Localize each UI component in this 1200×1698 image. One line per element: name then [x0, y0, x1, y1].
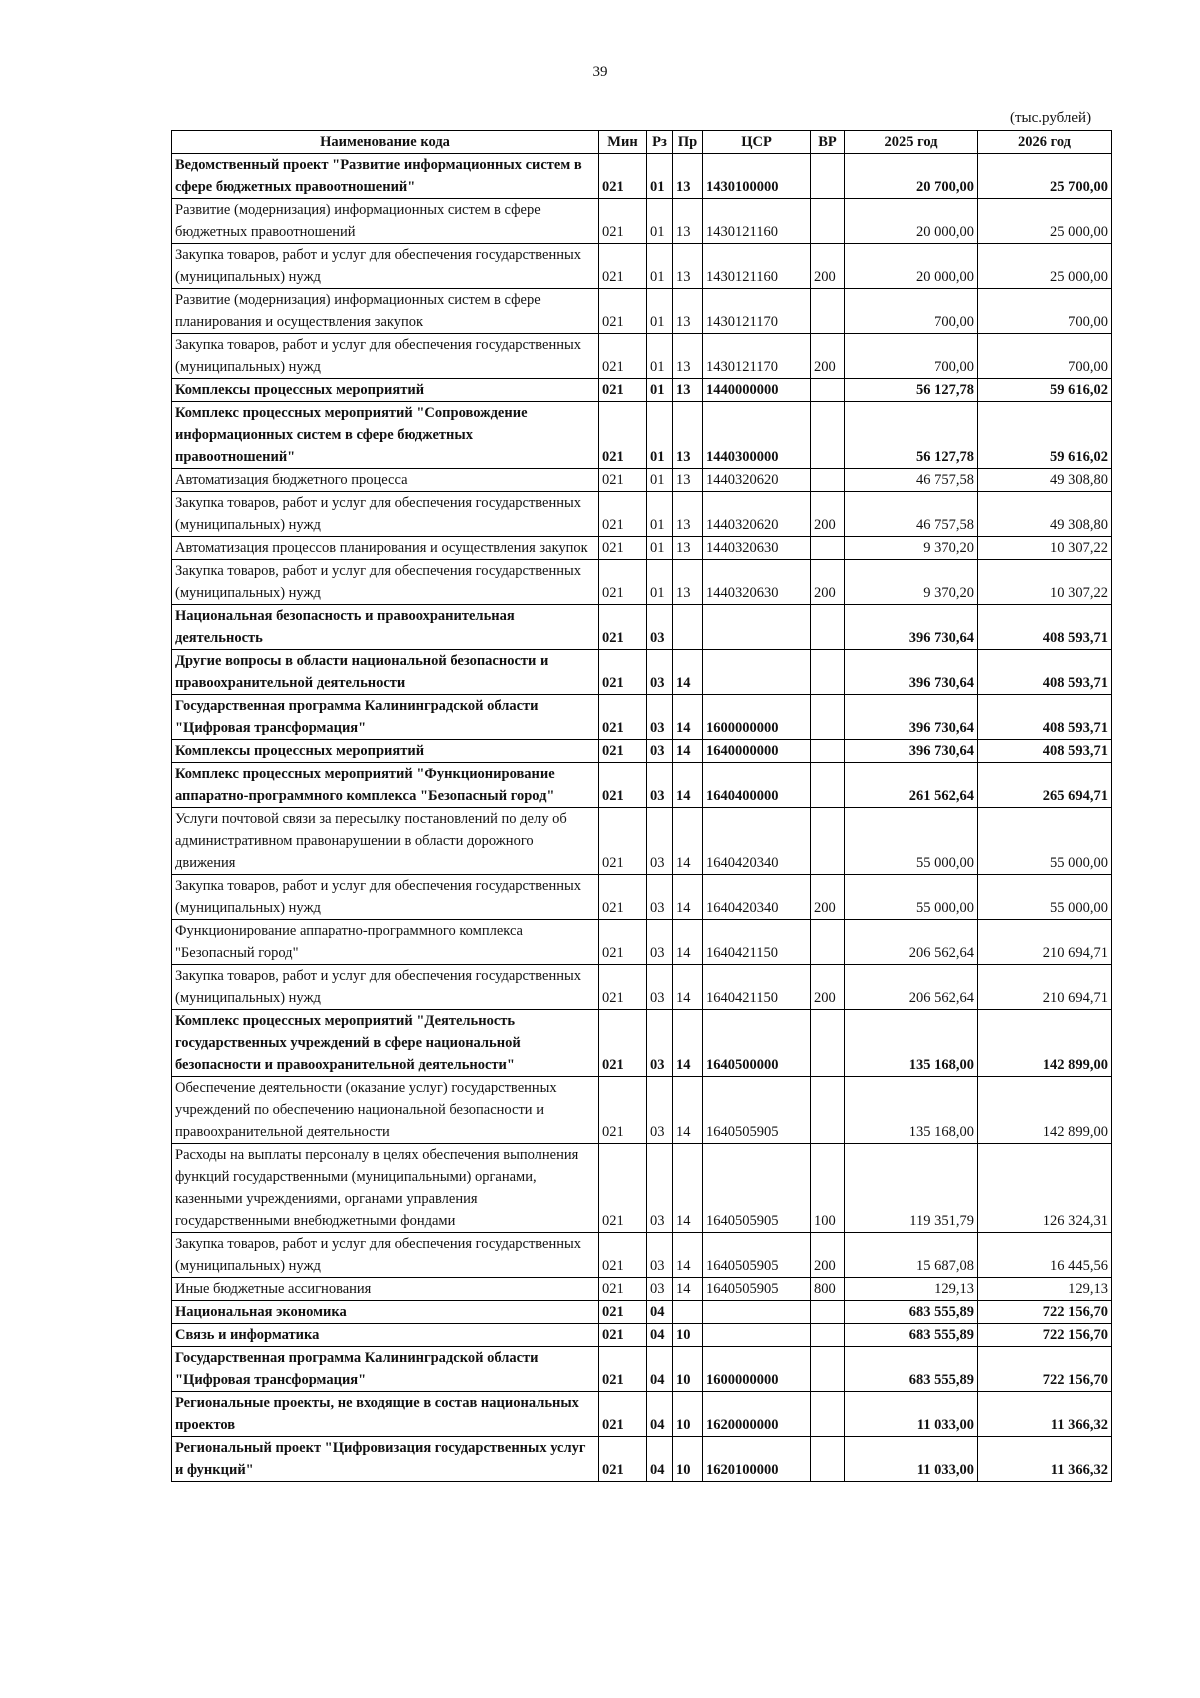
- cell-rz: 01: [647, 154, 673, 199]
- cell-csr: 1600000000: [703, 695, 811, 740]
- cell-csr: 1640505905: [703, 1278, 811, 1301]
- cell-pr: 13: [673, 334, 703, 379]
- cell-name: Ведомственный проект "Развитие информационных систем в сфере бюджетных правоотношений": [172, 154, 599, 199]
- cell-name: Комплекс процессных мероприятий "Сопровождение информационных систем в сфере бюджетных правоотношений": [172, 402, 599, 469]
- cell-2025: 396 730,64: [845, 740, 978, 763]
- header-min: Мин: [599, 131, 647, 154]
- units-label: (тыс.рублей): [1010, 110, 1092, 126]
- cell-2026: 25 700,00: [978, 154, 1112, 199]
- cell-vr: [811, 402, 845, 469]
- cell-rz: 04: [647, 1437, 673, 1482]
- cell-pr: 13: [673, 537, 703, 560]
- cell-csr: 1640500000: [703, 1010, 811, 1077]
- table-row: [172, 537, 1112, 560]
- cell-min: 021: [599, 763, 647, 808]
- table-row: [172, 740, 1112, 763]
- cell-pr: 13: [673, 492, 703, 537]
- cell-rz: 03: [647, 1144, 673, 1233]
- cell-name: Национальная безопасность и правоохранительная деятельность: [172, 605, 599, 650]
- cell-csr: 1640421150: [703, 965, 811, 1010]
- cell-pr: 14: [673, 1077, 703, 1144]
- header-name: Наименование кода: [172, 131, 599, 154]
- cell-min: 021: [599, 875, 647, 920]
- cell-2025: 135 168,00: [845, 1077, 978, 1144]
- table-row: [172, 808, 1112, 875]
- cell-vr: 200: [811, 560, 845, 605]
- cell-2026: 49 308,80: [978, 469, 1112, 492]
- cell-pr: 14: [673, 965, 703, 1010]
- cell-pr: 13: [673, 379, 703, 402]
- cell-name: Закупка товаров, работ и услуг для обеспечения государственных (муниципальных) нужд: [172, 492, 599, 537]
- cell-2026: 210 694,71: [978, 920, 1112, 965]
- cell-pr: 14: [673, 763, 703, 808]
- cell-min: 021: [599, 1077, 647, 1144]
- table-row: [172, 469, 1112, 492]
- cell-csr: 1600000000: [703, 1347, 811, 1392]
- cell-2025: 135 168,00: [845, 1010, 978, 1077]
- cell-pr: 13: [673, 560, 703, 605]
- cell-pr: 10: [673, 1392, 703, 1437]
- cell-name: Автоматизация бюджетного процесса: [172, 469, 599, 492]
- cell-name: Закупка товаров, работ и услуг для обеспечения государственных (муниципальных) нужд: [172, 334, 599, 379]
- cell-pr: 13: [673, 244, 703, 289]
- cell-rz: 01: [647, 334, 673, 379]
- table-row: [172, 1437, 1112, 1482]
- cell-csr: 1430121170: [703, 289, 811, 334]
- cell-2026: 700,00: [978, 334, 1112, 379]
- cell-2026: 59 616,02: [978, 379, 1112, 402]
- cell-2025: 396 730,64: [845, 695, 978, 740]
- cell-2025: 9 370,20: [845, 560, 978, 605]
- cell-name: Региональный проект "Цифровизация государственных услуг и функций": [172, 1437, 599, 1482]
- cell-2025: 683 555,89: [845, 1324, 978, 1347]
- cell-rz: 01: [647, 199, 673, 244]
- cell-rz: 01: [647, 379, 673, 402]
- table-row: [172, 1278, 1112, 1301]
- table-row: [172, 492, 1112, 537]
- cell-pr: 14: [673, 1144, 703, 1233]
- cell-name: Закупка товаров, работ и услуг для обеспечения государственных (муниципальных) нужд: [172, 1233, 599, 1278]
- cell-rz: 01: [647, 244, 673, 289]
- cell-min: 021: [599, 334, 647, 379]
- cell-2026: 10 307,22: [978, 560, 1112, 605]
- cell-2025: 683 555,89: [845, 1301, 978, 1324]
- cell-csr: 1640505905: [703, 1233, 811, 1278]
- cell-2025: 46 757,58: [845, 469, 978, 492]
- table-row: [172, 1347, 1112, 1392]
- cell-min: 021: [599, 1144, 647, 1233]
- cell-vr: [811, 920, 845, 965]
- cell-2026: 722 156,70: [978, 1324, 1112, 1347]
- cell-2026: 55 000,00: [978, 808, 1112, 875]
- cell-2026: 408 593,71: [978, 695, 1112, 740]
- cell-2026: 49 308,80: [978, 492, 1112, 537]
- cell-rz: 03: [647, 763, 673, 808]
- table-row: [172, 875, 1112, 920]
- cell-name: Закупка товаров, работ и услуг для обеспечения государственных (муниципальных) нужд: [172, 875, 599, 920]
- cell-vr: [811, 1324, 845, 1347]
- cell-name: Комплексы процессных мероприятий: [172, 740, 599, 763]
- table-row: [172, 154, 1112, 199]
- cell-2026: 408 593,71: [978, 740, 1112, 763]
- cell-2026: 700,00: [978, 289, 1112, 334]
- cell-2025: 56 127,78: [845, 379, 978, 402]
- table-row: [172, 334, 1112, 379]
- cell-min: 021: [599, 1233, 647, 1278]
- cell-2026: 59 616,02: [978, 402, 1112, 469]
- cell-min: 021: [599, 1301, 647, 1324]
- cell-min: 021: [599, 740, 647, 763]
- cell-2025: 56 127,78: [845, 402, 978, 469]
- cell-2025: 55 000,00: [845, 808, 978, 875]
- cell-rz: 03: [647, 740, 673, 763]
- header-csr: ЦСР: [703, 131, 811, 154]
- cell-vr: 200: [811, 492, 845, 537]
- table-row: [172, 605, 1112, 650]
- cell-rz: 03: [647, 650, 673, 695]
- cell-name: Обеспечение деятельности (оказание услуг) государственных учреждений по обеспечению национальной безопасности и правоохранительной деятельности: [172, 1077, 599, 1144]
- table-row: [172, 695, 1112, 740]
- cell-2025: 55 000,00: [845, 875, 978, 920]
- cell-vr: 200: [811, 965, 845, 1010]
- cell-2026: 126 324,31: [978, 1144, 1112, 1233]
- cell-pr: 14: [673, 1278, 703, 1301]
- cell-2026: 408 593,71: [978, 650, 1112, 695]
- cell-2025: 119 351,79: [845, 1144, 978, 1233]
- cell-name: Региональные проекты, не входящие в состав национальных проектов: [172, 1392, 599, 1437]
- cell-rz: 03: [647, 1278, 673, 1301]
- cell-csr: 1640420340: [703, 808, 811, 875]
- cell-rz: 03: [647, 808, 673, 875]
- header-vr: ВР: [811, 131, 845, 154]
- table-row: [172, 650, 1112, 695]
- cell-min: 021: [599, 492, 647, 537]
- cell-vr: 200: [811, 875, 845, 920]
- cell-name: Иные бюджетные ассигнования: [172, 1278, 599, 1301]
- cell-csr: 1440300000: [703, 402, 811, 469]
- cell-vr: [811, 199, 845, 244]
- header-2025: 2025 год: [845, 131, 978, 154]
- cell-pr: 13: [673, 402, 703, 469]
- cell-pr: [673, 605, 703, 650]
- budget-table: [171, 130, 1112, 1482]
- cell-name: Государственная программа Калининградской области "Цифровая трансформация": [172, 1347, 599, 1392]
- cell-csr: 1640420340: [703, 875, 811, 920]
- cell-vr: 100: [811, 1144, 845, 1233]
- cell-pr: 14: [673, 875, 703, 920]
- cell-vr: [811, 469, 845, 492]
- table-row: [172, 199, 1112, 244]
- table-row: [172, 244, 1112, 289]
- cell-csr: 1440320620: [703, 469, 811, 492]
- cell-min: 021: [599, 695, 647, 740]
- cell-vr: [811, 763, 845, 808]
- cell-pr: 14: [673, 808, 703, 875]
- cell-name: Национальная экономика: [172, 1301, 599, 1324]
- cell-csr: 1430121170: [703, 334, 811, 379]
- table-row: [172, 1010, 1112, 1077]
- table-row: [172, 402, 1112, 469]
- cell-min: 021: [599, 1347, 647, 1392]
- cell-csr: 1440320620: [703, 492, 811, 537]
- cell-pr: 10: [673, 1437, 703, 1482]
- cell-vr: [811, 605, 845, 650]
- cell-csr: 1430121160: [703, 244, 811, 289]
- cell-vr: 200: [811, 334, 845, 379]
- cell-rz: 01: [647, 289, 673, 334]
- table-row: [172, 920, 1112, 965]
- cell-name: Государственная программа Калининградской области "Цифровая трансформация": [172, 695, 599, 740]
- cell-rz: 01: [647, 402, 673, 469]
- cell-2026: 11 366,32: [978, 1437, 1112, 1482]
- cell-rz: 01: [647, 492, 673, 537]
- cell-2025: 9 370,20: [845, 537, 978, 560]
- cell-2025: 20 000,00: [845, 199, 978, 244]
- cell-rz: 01: [647, 537, 673, 560]
- cell-rz: 03: [647, 1077, 673, 1144]
- cell-pr: 13: [673, 199, 703, 244]
- table-row: [172, 289, 1112, 334]
- cell-vr: 200: [811, 244, 845, 289]
- cell-name: Связь и информатика: [172, 1324, 599, 1347]
- cell-pr: 13: [673, 289, 703, 334]
- cell-csr: 1640400000: [703, 763, 811, 808]
- cell-pr: [673, 1301, 703, 1324]
- cell-2026: 265 694,71: [978, 763, 1112, 808]
- cell-min: 021: [599, 560, 647, 605]
- cell-name: Расходы на выплаты персоналу в целях обеспечения выполнения функций государственными (муниципальными) органами, казенными учреждениями, органами управления государственными внебюджетными фондами: [172, 1144, 599, 1233]
- cell-name: Закупка товаров, работ и услуг для обеспечения государственных (муниципальных) нужд: [172, 560, 599, 605]
- cell-name: Развитие (модернизация) информационных систем в сфере бюджетных правоотношений: [172, 199, 599, 244]
- cell-rz: 04: [647, 1324, 673, 1347]
- cell-vr: [811, 289, 845, 334]
- cell-rz: 03: [647, 695, 673, 740]
- cell-2025: 700,00: [845, 289, 978, 334]
- cell-2025: 11 033,00: [845, 1392, 978, 1437]
- cell-csr: 1620100000: [703, 1437, 811, 1482]
- cell-rz: 04: [647, 1301, 673, 1324]
- cell-2026: 408 593,71: [978, 605, 1112, 650]
- cell-2025: 396 730,64: [845, 605, 978, 650]
- cell-min: 021: [599, 379, 647, 402]
- cell-name: Закупка товаров, работ и услуг для обеспечения государственных (муниципальных) нужд: [172, 965, 599, 1010]
- cell-rz: 01: [647, 560, 673, 605]
- cell-min: 021: [599, 965, 647, 1010]
- cell-name: Закупка товаров, работ и услуг для обеспечения государственных (муниципальных) нужд: [172, 244, 599, 289]
- cell-rz: 01: [647, 469, 673, 492]
- cell-csr: 1440000000: [703, 379, 811, 402]
- cell-name: Автоматизация процессов планирования и осуществления закупок: [172, 537, 599, 560]
- cell-2026: 10 307,22: [978, 537, 1112, 560]
- cell-min: 021: [599, 199, 647, 244]
- cell-csr: 1620000000: [703, 1392, 811, 1437]
- cell-pr: 13: [673, 469, 703, 492]
- cell-min: 021: [599, 469, 647, 492]
- table-row: [172, 1324, 1112, 1347]
- cell-name: Услуги почтовой связи за пересылку постановлений по делу об административном правонарушении в области дорожного движения: [172, 808, 599, 875]
- cell-vr: [811, 1077, 845, 1144]
- cell-2026: 722 156,70: [978, 1347, 1112, 1392]
- cell-vr: [811, 154, 845, 199]
- table-body: [172, 154, 1112, 1482]
- table-row: [172, 1077, 1112, 1144]
- cell-rz: 03: [647, 965, 673, 1010]
- cell-pr: 10: [673, 1347, 703, 1392]
- cell-vr: [811, 1301, 845, 1324]
- cell-vr: [811, 537, 845, 560]
- table-row: [172, 379, 1112, 402]
- header-pr: Пр: [673, 131, 703, 154]
- cell-rz: 03: [647, 875, 673, 920]
- cell-2025: 15 687,08: [845, 1233, 978, 1278]
- cell-min: 021: [599, 244, 647, 289]
- cell-vr: 200: [811, 1233, 845, 1278]
- cell-2025: 20 000,00: [845, 244, 978, 289]
- cell-csr: [703, 650, 811, 695]
- cell-min: 021: [599, 1392, 647, 1437]
- cell-2026: 55 000,00: [978, 875, 1112, 920]
- cell-vr: [811, 379, 845, 402]
- cell-min: 021: [599, 402, 647, 469]
- cell-csr: [703, 1324, 811, 1347]
- cell-vr: [811, 1010, 845, 1077]
- cell-csr: 1640000000: [703, 740, 811, 763]
- cell-2025: 396 730,64: [845, 650, 978, 695]
- cell-pr: 14: [673, 920, 703, 965]
- cell-rz: 04: [647, 1392, 673, 1437]
- cell-min: 021: [599, 605, 647, 650]
- cell-2026: 210 694,71: [978, 965, 1112, 1010]
- cell-csr: 1430121160: [703, 199, 811, 244]
- cell-vr: [811, 1437, 845, 1482]
- table-row: [172, 1392, 1112, 1437]
- cell-rz: 04: [647, 1347, 673, 1392]
- table-row: [172, 763, 1112, 808]
- cell-vr: [811, 1347, 845, 1392]
- cell-2025: 700,00: [845, 334, 978, 379]
- cell-pr: 14: [673, 695, 703, 740]
- cell-name: Другие вопросы в области национальной безопасности и правоохранительной деятельности: [172, 650, 599, 695]
- cell-csr: 1440320630: [703, 537, 811, 560]
- cell-min: 021: [599, 154, 647, 199]
- cell-pr: 14: [673, 1233, 703, 1278]
- cell-pr: 14: [673, 1010, 703, 1077]
- cell-rz: 03: [647, 920, 673, 965]
- cell-vr: [811, 808, 845, 875]
- cell-2025: 11 033,00: [845, 1437, 978, 1482]
- table-row: [172, 1233, 1112, 1278]
- cell-csr: 1440320630: [703, 560, 811, 605]
- cell-csr: [703, 605, 811, 650]
- cell-csr: 1640505905: [703, 1144, 811, 1233]
- cell-name: Комплекс процессных мероприятий "Функционирование аппаратно-программного комплекса "Безопасный город": [172, 763, 599, 808]
- cell-csr: 1640505905: [703, 1077, 811, 1144]
- cell-vr: [811, 740, 845, 763]
- cell-min: 021: [599, 920, 647, 965]
- header-rz: Рз: [647, 131, 673, 154]
- cell-min: 021: [599, 808, 647, 875]
- cell-vr: [811, 650, 845, 695]
- cell-2025: 206 562,64: [845, 965, 978, 1010]
- cell-name: Функционирование аппаратно-программного комплекса "Безопасный город": [172, 920, 599, 965]
- cell-2025: 261 562,64: [845, 763, 978, 808]
- cell-min: 021: [599, 537, 647, 560]
- table-row: [172, 965, 1112, 1010]
- cell-vr: 800: [811, 1278, 845, 1301]
- cell-2025: 683 555,89: [845, 1347, 978, 1392]
- table-row: [172, 560, 1112, 605]
- table-row: [172, 1301, 1112, 1324]
- cell-2025: 46 757,58: [845, 492, 978, 537]
- cell-pr: 14: [673, 650, 703, 695]
- cell-pr: 13: [673, 154, 703, 199]
- cell-min: 021: [599, 289, 647, 334]
- cell-name: Развитие (модернизация) информационных систем в сфере планирования и осуществления закупок: [172, 289, 599, 334]
- cell-csr: 1430100000: [703, 154, 811, 199]
- cell-pr: 14: [673, 740, 703, 763]
- cell-2026: 142 899,00: [978, 1010, 1112, 1077]
- cell-rz: 03: [647, 605, 673, 650]
- cell-csr: [703, 1301, 811, 1324]
- cell-csr: 1640421150: [703, 920, 811, 965]
- cell-2026: 129,13: [978, 1278, 1112, 1301]
- cell-2026: 11 366,32: [978, 1392, 1112, 1437]
- cell-2026: 722 156,70: [978, 1301, 1112, 1324]
- cell-2026: 16 445,56: [978, 1233, 1112, 1278]
- cell-min: 021: [599, 1324, 647, 1347]
- cell-vr: [811, 1392, 845, 1437]
- cell-rz: 03: [647, 1233, 673, 1278]
- cell-name: Комплексы процессных мероприятий: [172, 379, 599, 402]
- cell-min: 021: [599, 1010, 647, 1077]
- header-2026: 2026 год: [978, 131, 1112, 154]
- cell-2025: 129,13: [845, 1278, 978, 1301]
- cell-2026: 25 000,00: [978, 244, 1112, 289]
- cell-min: 021: [599, 1278, 647, 1301]
- page-number: 39: [592, 64, 608, 80]
- cell-name: Комплекс процессных мероприятий "Деятельность государственных учреждений в сфере национальной безопасности и правоохранительной деятельности": [172, 1010, 599, 1077]
- cell-2026: 142 899,00: [978, 1077, 1112, 1144]
- cell-min: 021: [599, 1437, 647, 1482]
- table-header-row: [172, 131, 1112, 154]
- cell-2026: 25 000,00: [978, 199, 1112, 244]
- cell-2025: 20 700,00: [845, 154, 978, 199]
- cell-min: 021: [599, 650, 647, 695]
- cell-rz: 03: [647, 1010, 673, 1077]
- table-row: [172, 1144, 1112, 1233]
- cell-vr: [811, 695, 845, 740]
- cell-pr: 10: [673, 1324, 703, 1347]
- cell-2025: 206 562,64: [845, 920, 978, 965]
